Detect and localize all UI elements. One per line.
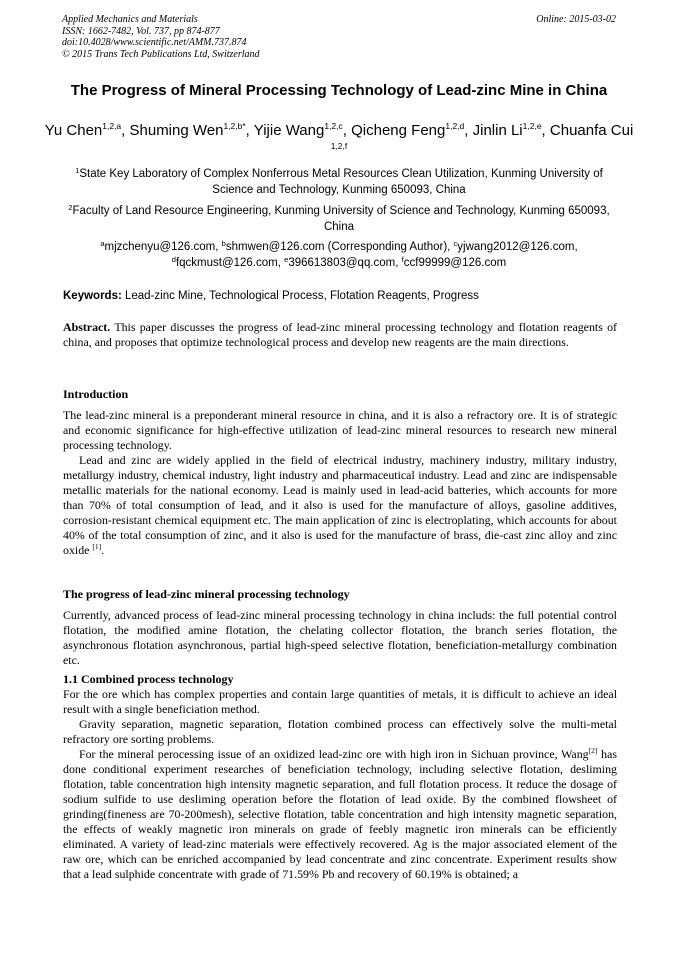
author-name: Chuanfa Cui [549,122,634,139]
email[interactable]: yjwang2012@126.com, [457,241,578,253]
paragraph-text: Lead and zinc are widely applied in the field of electrical industry, machinery industry, military industry, metallurgy industry, chemical industry, light industry and pharmaceutical industry. Lead and zinc are indispensable metallic materials for the national economy. Lead is mainly used in lead-acid batteries, which accounts for more than 70% of total consumption of lead, and it also is used for the manufacture of alloys, gasoline additives, corrosion-resistant chemical equipment etc. The main application of zinc is electroplating, which accounts for about 40% of the total consumption of zinc, and it also is used for the manufacture of brass, die-cast zinc alloy and zinc oxide [63,453,617,557]
keywords-label: Keywords: [63,290,122,302]
paragraph: Gravity separation, magnetic separation, flotation combined process can effectively solve the multi-metal refractory ore sorting problems. [63,717,617,746]
affiliation-text: State Key Laboratory of Complex Nonferrous Metal Resources Clean Utilization, Kunming University of Science and Technology, Kunming 650093, China [79,168,603,196]
email[interactable]: mjzchenyu@126.com, [104,241,222,253]
email-mark: e [284,255,289,264]
email-mark: b [221,239,226,248]
email[interactable]: 396613803@qq.com, [288,257,402,269]
email[interactable]: fqckmust@126.com, [175,257,285,269]
section-heading-introduction: Introduction [63,387,129,401]
author-affiliation-mark: 1,2,f [330,141,348,151]
author-affiliation-mark: 1,2,d [445,121,465,131]
progress-body [63,608,617,668]
keywords-text: Lead-zinc Mine, Technological Process, Flotation Reagents, Progress [125,290,479,302]
citation[interactable]: [1] [92,542,102,551]
keywords [63,288,617,304]
citation[interactable]: [2] [588,746,598,755]
journal-header [62,14,616,60]
author-name: Shuming Wen [129,122,224,139]
copyright: © 2015 Trans Tech Publications Ltd, Switzerland [62,48,260,60]
online-date: Online: 2015-03-02 [536,14,616,25]
paragraph: The lead-zinc mineral is a preponderant mineral resource in china, and it is also a refractory ore. It is of strategic and economic significance for high-effective utilization of lead-zinc mineral resources to research new mineral processing technology. [63,408,617,452]
paragraph-text: For the mineral perocessing issue of an oxidized lead-zinc ore with high iron in Sichuan province, Wang [79,747,589,761]
author-name: Qicheng Feng [351,122,446,139]
section-heading-progress: The progress of lead-zinc mineral processing technology [63,587,350,601]
affiliation-2 [60,203,618,235]
paragraph: For the ore which has complex properties and contain large quantities of metals, it is difficult to achieve an ideal result with a single beneficiation method. [63,687,617,716]
author-name: Jinlin Li [472,122,523,139]
paragraph: Currently, advanced process of lead-zinc mineral processing technology in china includs: the full potential control flotation, the modified amine flotation, the chelating collector flotation, the branch series flotation, the asynchronous flotation asynchronous, partial high-speed selective flotation, beneficiation-metallurgy combination etc. [63,608,617,667]
journal-name: Applied Mechanics and Materials [62,14,198,25]
affiliation-mark: 1 [75,166,80,175]
doi[interactable]: doi:10.4028/www.scientific.net/AMM.737.874 [62,37,247,48]
email-list [60,239,618,271]
affiliation-1 [60,166,618,198]
introduction-body [63,408,617,558]
abstract-label: Abstract. [63,320,111,334]
subsection-heading-combined: 1.1 Combined process technology [63,672,234,686]
paragraph-end: . [101,543,105,557]
author-affiliation-mark: 1,2,c [324,121,343,131]
author-name: Yu Chen [44,122,103,139]
paragraph-text: has done conditional experiment researches of beneficiation technology, including selective flotation, desliming flotation, table concentration high intensity magnetic separation, and full flotation process. It reduce the dosage of sodium sulfide to use desliming operation before the flotation of lead oxide. By the combined flowsheet of grinding(fineness are 70-200mesh), selective flotation, table concentration and high intensity magnetic separation, the effects of weakly magnetic iron minerals on grade of feebly magnetic iron minerals can be efficiently eliminated. A variety of lead-zinc materials were effectively recovered. Ag is the major associated element of the raw ore, which can be enriched accompanied by lead concentrate and zinc concentrate. Experiment results show that a lead sulphide concentrate with grade of 71.59% Pb and recovery of 60.19% is obtained; a [63,747,617,881]
email-mark: f [401,255,404,264]
author-list: Yu Chen$^{1,2,a}$, Shuming Wen$^{1,2,b*}$, Yijie Wang$^{1,2,c}$, Qicheng Feng$^{1,2,d}$, Jinlin Li$^{1,2,e}$, Chuanfa Cui $^{1,2,f}$ [44,121,634,151]
author-affiliation-mark: 1,2,e [522,121,542,131]
paragraph [63,453,617,558]
affiliation-text: Faculty of Land Resource Engineering, Kunming University of Science and Technology, Kunming 650093, China [72,205,610,233]
email-mark: d [171,255,176,264]
author-affiliation-mark: 1,2,b* [223,121,246,131]
combined-body [63,687,617,882]
email[interactable]: ccf99999@126.com [403,257,507,269]
author-affiliation-mark: 1,2,a [102,121,122,131]
email-mark: a [100,239,105,248]
paragraph [63,747,617,882]
author-name: Yijie Wang [253,122,325,139]
email[interactable]: shmwen@126.com (Corresponding Author), [225,241,454,253]
email-mark: c [453,239,458,248]
abstract [63,320,617,350]
issn: ISSN: 1662-7482, Vol. 737, pp 874-877 [62,25,220,37]
affiliation-mark: 2 [68,203,73,212]
paper-title: The Progress of Mineral Processing Technology of Lead-zinc Mine in China [70,82,608,99]
abstract-text: This paper discusses the progress of lead-zinc mineral processing technology and flotation reagents of china, and proposes that optimize technological process and develop new reagents are the main directions. [63,320,618,349]
